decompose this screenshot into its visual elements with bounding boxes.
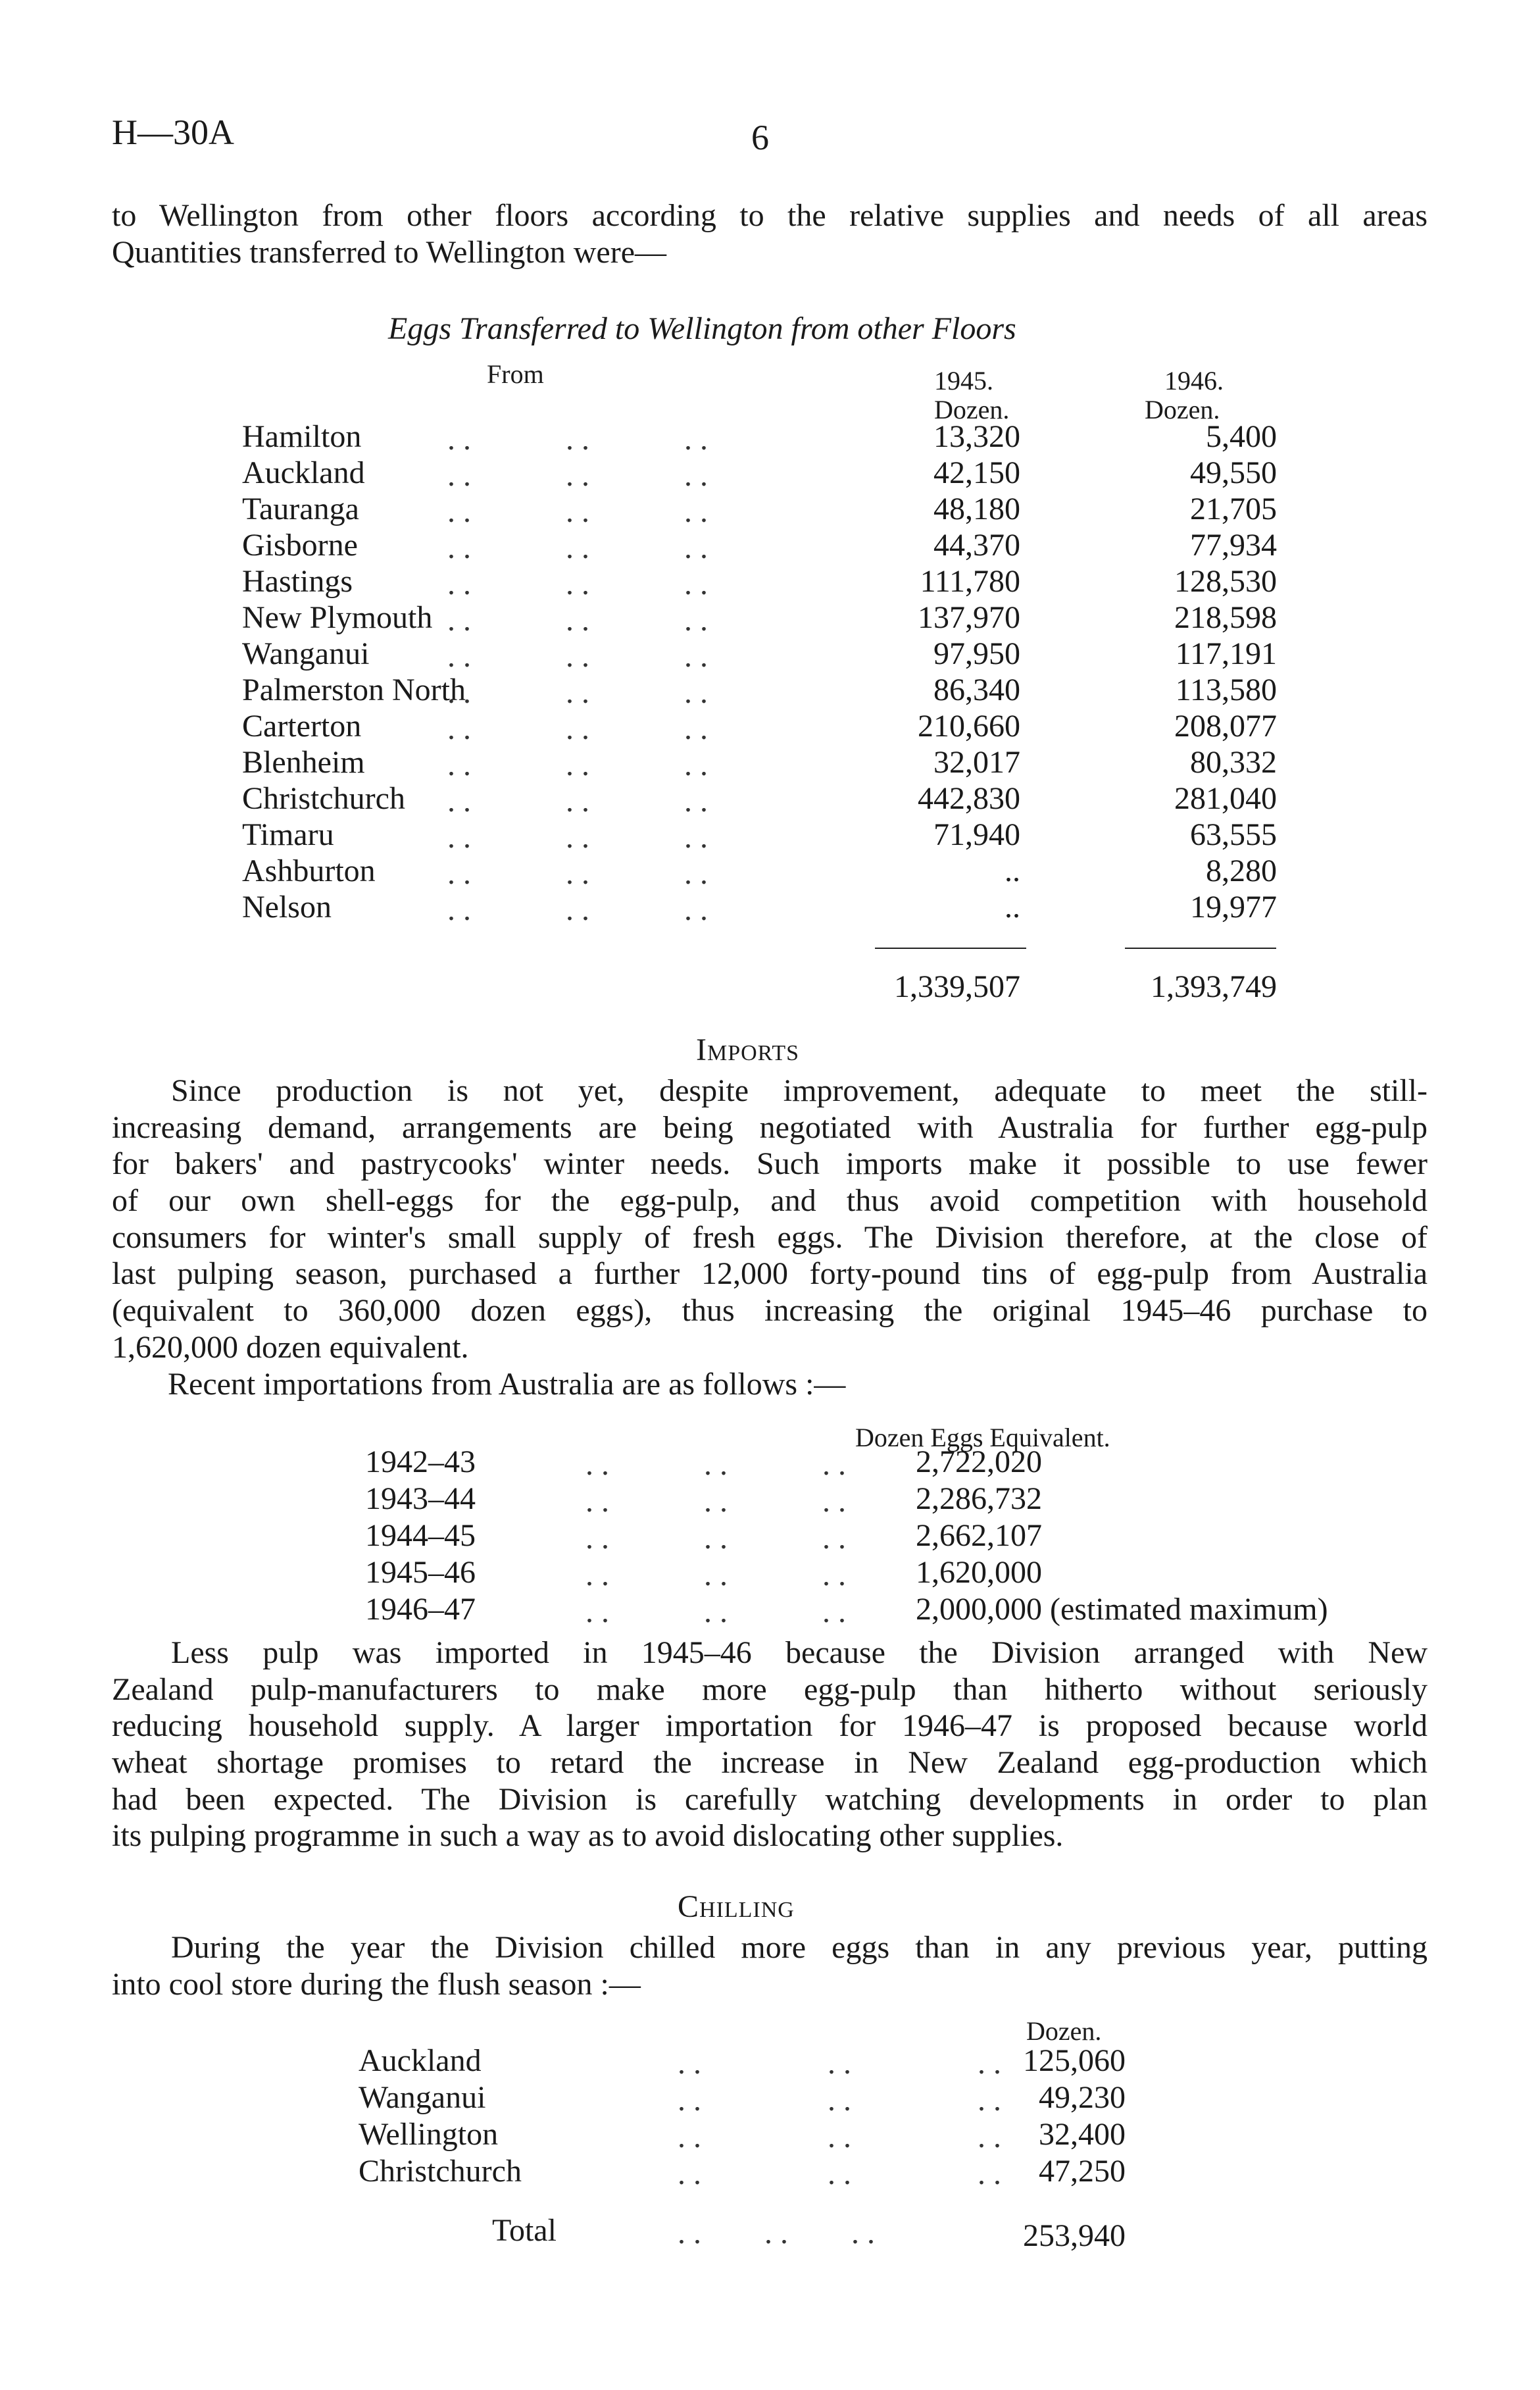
leader-dots: . . . . . . — [678, 2156, 1001, 2191]
leader-dots: . . . . . . — [447, 494, 708, 529]
text-line: 1,620,000 dozen equivalent. — [112, 1329, 469, 1365]
value-1946: 21,705 — [1190, 492, 1277, 526]
text-line: last pulping season, purchased a further 12,000 forty-pound tins of egg-pulp from Australia — [112, 1256, 1428, 1292]
leader-dots: . . . . . . — [585, 1558, 846, 1592]
import-year: 1942–43 — [365, 1444, 476, 1479]
value-1945: 71,940 — [933, 817, 1020, 852]
leader-dots: . . . . . . — [678, 2046, 1001, 2081]
text-line: for bakers' and pastrycooks' winter needs. Such imports make it possible to use fewer — [112, 1146, 1428, 1182]
value-1945: 32,017 — [933, 745, 1020, 780]
place-name: Ashburton — [242, 853, 376, 888]
intro-line: Quantities transferred to Wellington were— — [112, 234, 666, 270]
total-1946: 1,393,749 — [1151, 969, 1277, 1004]
value-1946: 117,191 — [1175, 636, 1277, 671]
report-reference: H—30A — [112, 113, 234, 152]
import-value: 1,620,000 — [916, 1555, 1042, 1590]
chilling-total-label: Total — [492, 2213, 557, 2248]
place-name: Carterton — [242, 709, 362, 744]
value-1945: 97,950 — [933, 636, 1020, 671]
place-name: Wanganui — [242, 636, 370, 671]
leader-dots: . . . . . . — [447, 458, 708, 493]
value-1945: 442,830 — [918, 781, 1020, 816]
leader-dots: . . . . . . — [447, 711, 708, 746]
chilling-value: 47,250 — [1039, 2154, 1126, 2189]
value-1945: 13,320 — [933, 419, 1020, 454]
leader-dots: . . . . . . — [447, 422, 708, 457]
place-name: Nelson — [242, 890, 332, 925]
value-1945: 86,340 — [933, 673, 1020, 707]
chilling-paragraph — [112, 1929, 1428, 2002]
value-1945: 42,150 — [933, 455, 1020, 490]
leader-dots: . . . . . . — [447, 892, 708, 927]
chilling-value: 125,060 — [1023, 2043, 1126, 2078]
leader-dots: . . . . . . — [585, 1484, 846, 1519]
leader-dots: . . . . . . — [447, 639, 708, 674]
col-header-from: From — [487, 359, 544, 389]
total-rule-1945 — [875, 948, 1026, 949]
value-1945: 137,970 — [918, 600, 1020, 635]
chilling-place: Auckland — [359, 2043, 482, 2078]
import-value: 2,662,107 — [916, 1518, 1042, 1553]
value-1945: 111,780 — [920, 564, 1020, 599]
leader-dots: . . . . . . — [447, 530, 708, 565]
value-1946: 80,332 — [1190, 745, 1277, 780]
import-year: 1946–47 — [365, 1592, 476, 1627]
col-header-1945: 1945. — [934, 366, 993, 395]
page-number: 6 — [751, 118, 769, 157]
leader-dots: . . . . . . — [585, 1521, 846, 1556]
value-1946: 8,280 — [1206, 853, 1277, 888]
text-line: of our own shell-eggs for the egg-pulp, and thus avoid competition with household — [112, 1183, 1428, 1219]
import-value: 2,722,020 — [916, 1444, 1042, 1479]
place-name: Blenheim — [242, 745, 365, 780]
place-name: Palmerston North — [242, 673, 466, 707]
import-year: 1944–45 — [365, 1518, 476, 1553]
unit-1945: Dozen. — [934, 395, 1010, 424]
value-1946: 77,934 — [1190, 528, 1277, 563]
value-1946: 49,550 — [1190, 455, 1277, 490]
place-name: Timaru — [242, 817, 334, 852]
value-1946: 63,555 — [1190, 817, 1277, 852]
imports-paragraph-2: Recent importations from Australia are as follows :— — [168, 1367, 846, 1402]
leader-dots: . . . . . . — [678, 2216, 875, 2250]
text-line: (equivalent to 360,000 dozen eggs), thus increasing the original 1945–46 purchase to — [112, 1293, 1428, 1329]
value-1945: 210,660 — [918, 709, 1020, 744]
value-1945: 44,370 — [933, 528, 1020, 563]
chilling-place: Christchurch — [359, 2154, 522, 2189]
leader-dots: . . . . . . — [585, 1447, 846, 1482]
value-1946: 19,977 — [1190, 890, 1277, 925]
value-1946: 128,530 — [1174, 564, 1277, 599]
leader-dots: . . . . . . — [678, 2120, 1001, 2154]
place-name: Hamilton — [242, 419, 362, 454]
place-name: Christchurch — [242, 781, 405, 816]
chilling-value: 49,230 — [1039, 2080, 1126, 2115]
chilling-value: 32,400 — [1039, 2117, 1126, 2152]
import-value: 2,000,000 (estimated maximum) — [916, 1592, 1328, 1627]
value-1946: 5,400 — [1206, 419, 1277, 454]
text-line: Since production is not yet, despite improvement, adequate to meet the still- — [171, 1073, 1428, 1108]
imports-col-header: Dozen Eggs Equivalent. — [855, 1423, 1110, 1452]
import-value: 2,286,732 — [916, 1481, 1042, 1516]
text-line: During the year the Division chilled more eggs than in any previous year, putting — [171, 1930, 1428, 1965]
text-line: its pulping programme in such a way as to avoid dislocating other supplies. — [112, 1818, 1064, 1854]
leader-dots: . . . . . . — [447, 675, 708, 710]
leader-dots: . . . . . . — [678, 2083, 1001, 2118]
value-1946: 218,598 — [1174, 600, 1277, 635]
value-1946: 281,040 — [1174, 781, 1277, 816]
col-header-1946: 1946. — [1164, 366, 1224, 395]
text-line: consumers for winter's small supply of fresh eggs. The Division therefore, at the close of — [112, 1219, 1428, 1255]
import-year: 1945–46 — [365, 1555, 476, 1590]
leader-dots: . . . . . . — [585, 1594, 846, 1629]
leader-dots: . . . . . . — [447, 856, 708, 891]
place-name: Tauranga — [242, 492, 359, 526]
value-1946: 208,077 — [1174, 709, 1277, 744]
chilling-place: Wanganui — [359, 2080, 486, 2115]
text-line: Less pulp was imported in 1945–46 because the Division arranged with New — [171, 1635, 1428, 1670]
text-line: Zealand pulp-manufacturers to make more egg-pulp than hitherto without seriously — [112, 1671, 1428, 1707]
total-1945: 1,339,507 — [894, 969, 1020, 1004]
leader-dots: . . . . . . — [447, 603, 708, 638]
transfers-table-title: Eggs Transferred to Wellington from other Floors — [388, 311, 1016, 346]
text-line: wheat shortage promises to retard the increase in New Zealand egg-production which — [112, 1745, 1428, 1781]
place-name: New Plymouth — [242, 600, 433, 635]
leader-dots: . . . . . . — [447, 820, 708, 855]
chilling-unit: Dozen. — [1026, 2016, 1102, 2046]
leader-dots: . . . . . . — [447, 784, 708, 819]
value-1945: .. — [1005, 890, 1020, 925]
value-1945: 48,180 — [933, 492, 1020, 526]
text-line: had been expected. The Division is carefully watching developments in order to plan — [112, 1781, 1428, 1817]
value-1946: 113,580 — [1175, 673, 1277, 707]
total-rule-1946 — [1125, 948, 1276, 949]
intro-line: to Wellington from other floors according to the relative supplies and needs of all areas — [112, 198, 1428, 233]
chilling-heading: Chilling — [678, 1889, 795, 1924]
place-name: Auckland — [242, 455, 365, 490]
intro-paragraph — [112, 197, 1428, 270]
imports-paragraph-1 — [112, 1073, 1428, 1365]
place-name: Gisborne — [242, 528, 358, 563]
text-line: reducing household supply. A larger importation for 1946–47 is proposed because world — [112, 1708, 1428, 1744]
unit-1946: Dozen. — [1145, 395, 1220, 424]
place-name: Hastings — [242, 564, 353, 599]
value-1945: .. — [1005, 853, 1020, 888]
leader-dots: . . . . . . — [447, 567, 708, 601]
imports-heading: Imports — [696, 1032, 799, 1067]
text-line: into cool store during the flush season :— — [112, 1966, 641, 2002]
chilling-total-value: 253,940 — [1023, 2218, 1126, 2253]
imports-paragraph-3 — [112, 1635, 1428, 1854]
chilling-place: Wellington — [359, 2117, 499, 2152]
leader-dots: . . . . . . — [447, 748, 708, 782]
text-line: increasing demand, arrangements are being negotiated with Australia for further egg-pulp — [112, 1109, 1428, 1145]
import-year: 1943–44 — [365, 1481, 476, 1516]
